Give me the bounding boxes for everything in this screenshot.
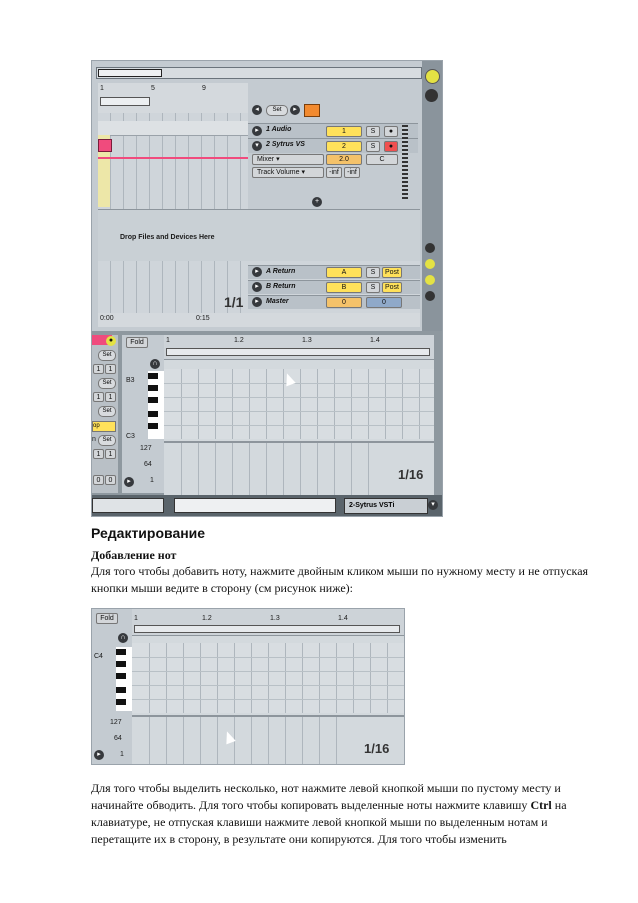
crossfade-icon[interactable] bbox=[425, 291, 435, 301]
note-grid[interactable] bbox=[164, 369, 434, 439]
ctrl-key-text: Ctrl bbox=[530, 798, 552, 812]
clip-block[interactable] bbox=[98, 139, 112, 152]
subsection-heading: Добавление нот bbox=[91, 548, 177, 562]
return-a-letter[interactable]: A bbox=[326, 267, 362, 278]
clip2-ruler-1-4: 1.4 bbox=[338, 615, 348, 622]
side-val-5[interactable]: 1 bbox=[93, 449, 104, 459]
clip2-ruler-1-3: 1.3 bbox=[270, 615, 280, 622]
clip-ruler-1: 1 bbox=[166, 337, 170, 344]
note-editor[interactable] bbox=[164, 335, 434, 493]
side-set-3[interactable]: Set bbox=[98, 406, 116, 417]
clip-ruler-1-4: 1.4 bbox=[370, 337, 380, 344]
level-meter bbox=[402, 125, 408, 201]
time-start: 0:00 bbox=[100, 315, 114, 322]
inf-right: -inf bbox=[344, 167, 360, 178]
track-name-audio: 1 Audio bbox=[266, 126, 292, 133]
time-axis bbox=[98, 313, 420, 327]
io-icon[interactable] bbox=[425, 243, 435, 253]
master-track[interactable] bbox=[248, 295, 420, 309]
return-b-name: B Return bbox=[266, 283, 296, 290]
velocity-1: 1 bbox=[150, 477, 154, 484]
clip-ruler-2[interactable] bbox=[132, 609, 404, 636]
mixer-dropdown[interactable]: Mixer ▾ bbox=[252, 154, 324, 165]
ruler-mark-5: 5 bbox=[151, 85, 155, 92]
side-val-8[interactable]: 0 bbox=[105, 475, 116, 485]
return-a-name: A Return bbox=[266, 268, 296, 275]
track-header-1[interactable] bbox=[248, 123, 418, 138]
ableton-screenshot-bottom bbox=[91, 608, 405, 765]
master-volume[interactable]: 0 bbox=[326, 297, 362, 308]
side-val-7[interactable]: 0 bbox=[93, 475, 104, 485]
track-name-sytrus: 2 Sytrus VS bbox=[266, 141, 305, 148]
back-icon[interactable]: ◂ bbox=[252, 105, 262, 115]
clip-loop-brace[interactable] bbox=[166, 348, 430, 356]
drop-files-text: Drop Files and Devices Here bbox=[120, 234, 215, 241]
note-label-c3: C3 bbox=[126, 433, 135, 440]
paragraph-select-copy bbox=[91, 780, 591, 848]
status-bar bbox=[92, 495, 442, 516]
loop-brace[interactable] bbox=[100, 97, 150, 106]
sends-icon[interactable] bbox=[425, 259, 435, 269]
status-field-middle bbox=[174, 498, 336, 513]
mouse-cursor-icon bbox=[282, 372, 296, 387]
track-collapse-icon[interactable]: ▾ bbox=[252, 141, 262, 151]
arm-button-1[interactable]: ● bbox=[384, 126, 398, 137]
set-button[interactable]: Set bbox=[266, 105, 288, 116]
side-val-3[interactable]: 1 bbox=[93, 392, 104, 402]
return-a-solo[interactable]: S bbox=[366, 267, 380, 278]
note-label-b3: B3 bbox=[126, 377, 135, 384]
return-b-letter[interactable]: B bbox=[326, 282, 362, 293]
arm-button-2[interactable]: ● bbox=[384, 141, 398, 152]
velocity-64-2: 64 bbox=[114, 735, 122, 742]
paragraph2-part1: Для того чтобы выделить несколько, нот нажмите левой кнопкой мыши по пустому месту и начинайте обводить. Для того чтобы копировать выделенные ноты нажмите клавишу bbox=[91, 781, 561, 812]
velocity-play-icon-2[interactable]: ▸ bbox=[94, 750, 104, 760]
section-heading: Редактирование bbox=[91, 525, 206, 541]
columns-icon[interactable] bbox=[425, 89, 438, 102]
clip-ruler[interactable] bbox=[164, 335, 434, 360]
clip-view bbox=[92, 331, 442, 516]
ruler-mark-9: 9 bbox=[202, 85, 206, 92]
fold-button[interactable]: Fold bbox=[126, 337, 148, 348]
menu-icon[interactable] bbox=[425, 69, 440, 84]
pan-center[interactable]: C bbox=[366, 154, 398, 165]
piano-keys[interactable] bbox=[148, 371, 164, 439]
clip2-ruler-1-2: 1.2 bbox=[202, 615, 212, 622]
velocity-1-2: 1 bbox=[120, 751, 124, 758]
velocity-lane-2[interactable] bbox=[132, 715, 404, 765]
clip-counter: 1/16 bbox=[398, 467, 424, 482]
device-toggle-icon[interactable]: ▾ bbox=[428, 500, 438, 510]
side-set-4[interactable]: Set bbox=[98, 435, 116, 446]
right-strip bbox=[422, 61, 442, 331]
loop-button[interactable]: op bbox=[92, 421, 116, 432]
paragraph-add-notes: Для того чтобы добавить ноту, нажмите двойным кликом мыши по нужному месту и не отпуская кнопки мыши ведите в сторону (см рисунок ниже): bbox=[91, 564, 589, 595]
track-number-1[interactable]: 1 bbox=[326, 126, 362, 137]
clip2-loop-brace[interactable] bbox=[134, 625, 400, 633]
return-a[interactable] bbox=[248, 265, 420, 279]
status-field-left bbox=[92, 498, 164, 513]
velocity-127-2: 127 bbox=[110, 719, 122, 726]
returns-area bbox=[98, 261, 420, 321]
side-val-4[interactable]: 1 bbox=[105, 392, 116, 402]
solo-button-1[interactable]: S bbox=[366, 126, 380, 137]
pan-value[interactable]: 2.0 bbox=[326, 154, 362, 165]
master-expand-icon[interactable]: ▸ bbox=[252, 297, 262, 307]
velocity-64: 64 bbox=[144, 461, 152, 468]
fold-button-2[interactable]: Fold bbox=[96, 613, 118, 624]
track-volume-dropdown[interactable]: Track Volume ▾ bbox=[252, 167, 324, 178]
velocity-play-icon[interactable]: ▸ bbox=[124, 477, 134, 487]
return-b[interactable] bbox=[248, 280, 420, 294]
side-val-2[interactable]: 1 bbox=[105, 364, 116, 374]
note-grid-2[interactable] bbox=[132, 643, 404, 713]
clip-counter-2: 1/16 bbox=[364, 741, 390, 756]
return-a-expand-icon[interactable]: ▸ bbox=[252, 267, 262, 277]
overview-bar[interactable] bbox=[96, 67, 422, 79]
side-val-6[interactable]: 1 bbox=[105, 449, 116, 459]
side-val-1[interactable]: 1 bbox=[93, 364, 104, 374]
clip-launch-icon[interactable]: ● bbox=[106, 336, 116, 346]
solo-button-2[interactable]: S bbox=[366, 141, 380, 152]
side-set-1[interactable]: Set bbox=[98, 350, 116, 361]
master-cue[interactable]: 0 bbox=[366, 297, 402, 308]
note-editor-2[interactable] bbox=[132, 609, 404, 764]
device-tab[interactable]: 2-Sytrus VSTi bbox=[344, 498, 428, 514]
return-b-expand-icon[interactable]: ▸ bbox=[252, 282, 262, 292]
track-number-2[interactable]: 2 bbox=[326, 141, 362, 152]
note-label-c4: C4 bbox=[94, 653, 103, 660]
return-b-post[interactable]: Post bbox=[382, 282, 402, 293]
playhead-line bbox=[98, 157, 248, 159]
clip2-ruler-1: 1 bbox=[134, 615, 138, 622]
track-header-2[interactable] bbox=[248, 138, 418, 153]
return-b-solo[interactable]: S bbox=[366, 282, 380, 293]
forward-icon[interactable]: ▸ bbox=[290, 105, 300, 115]
inf-left: -inf bbox=[326, 167, 342, 178]
clip-properties bbox=[92, 335, 118, 493]
track-expand-icon[interactable]: ▸ bbox=[252, 126, 262, 136]
arrangement-ruler[interactable] bbox=[98, 83, 248, 113]
headphone-icon-2[interactable]: ∩ bbox=[118, 633, 128, 643]
headphone-icon[interactable]: ∩ bbox=[150, 359, 160, 369]
ruler-mark-1: 1 bbox=[100, 85, 104, 92]
side-n: n bbox=[92, 436, 96, 443]
return-a-post[interactable]: Post bbox=[382, 267, 402, 278]
side-set-2[interactable]: Set bbox=[98, 378, 116, 389]
velocity-lane[interactable] bbox=[164, 441, 434, 495]
overview-selection[interactable] bbox=[98, 69, 162, 77]
clip-ruler-1-3: 1.3 bbox=[302, 337, 312, 344]
ableton-screenshot-top bbox=[91, 60, 443, 517]
paragraph2-part2: на клавиатуре, не отпуская клавиши нажмите левой кнопкой мыши по выделенным нотам и перетащите их в сторону, в результате они копируются. Для того чтобы изменить bbox=[91, 798, 567, 846]
clip-ruler-1-2: 1.2 bbox=[234, 337, 244, 344]
time-end: 0:15 bbox=[196, 315, 210, 322]
piano-column-2 bbox=[92, 609, 132, 764]
record-arm-button[interactable] bbox=[304, 104, 320, 117]
counter-top: 1/1 bbox=[224, 294, 244, 310]
add-device-icon[interactable]: + bbox=[312, 197, 322, 207]
returns-icon[interactable] bbox=[425, 275, 435, 285]
master-name: Master bbox=[266, 298, 289, 305]
piano-column bbox=[122, 335, 164, 493]
drop-area[interactable] bbox=[98, 209, 420, 262]
piano-keys-2[interactable] bbox=[116, 647, 132, 711]
audio-lane bbox=[98, 121, 248, 136]
velocity-127: 127 bbox=[140, 445, 152, 452]
